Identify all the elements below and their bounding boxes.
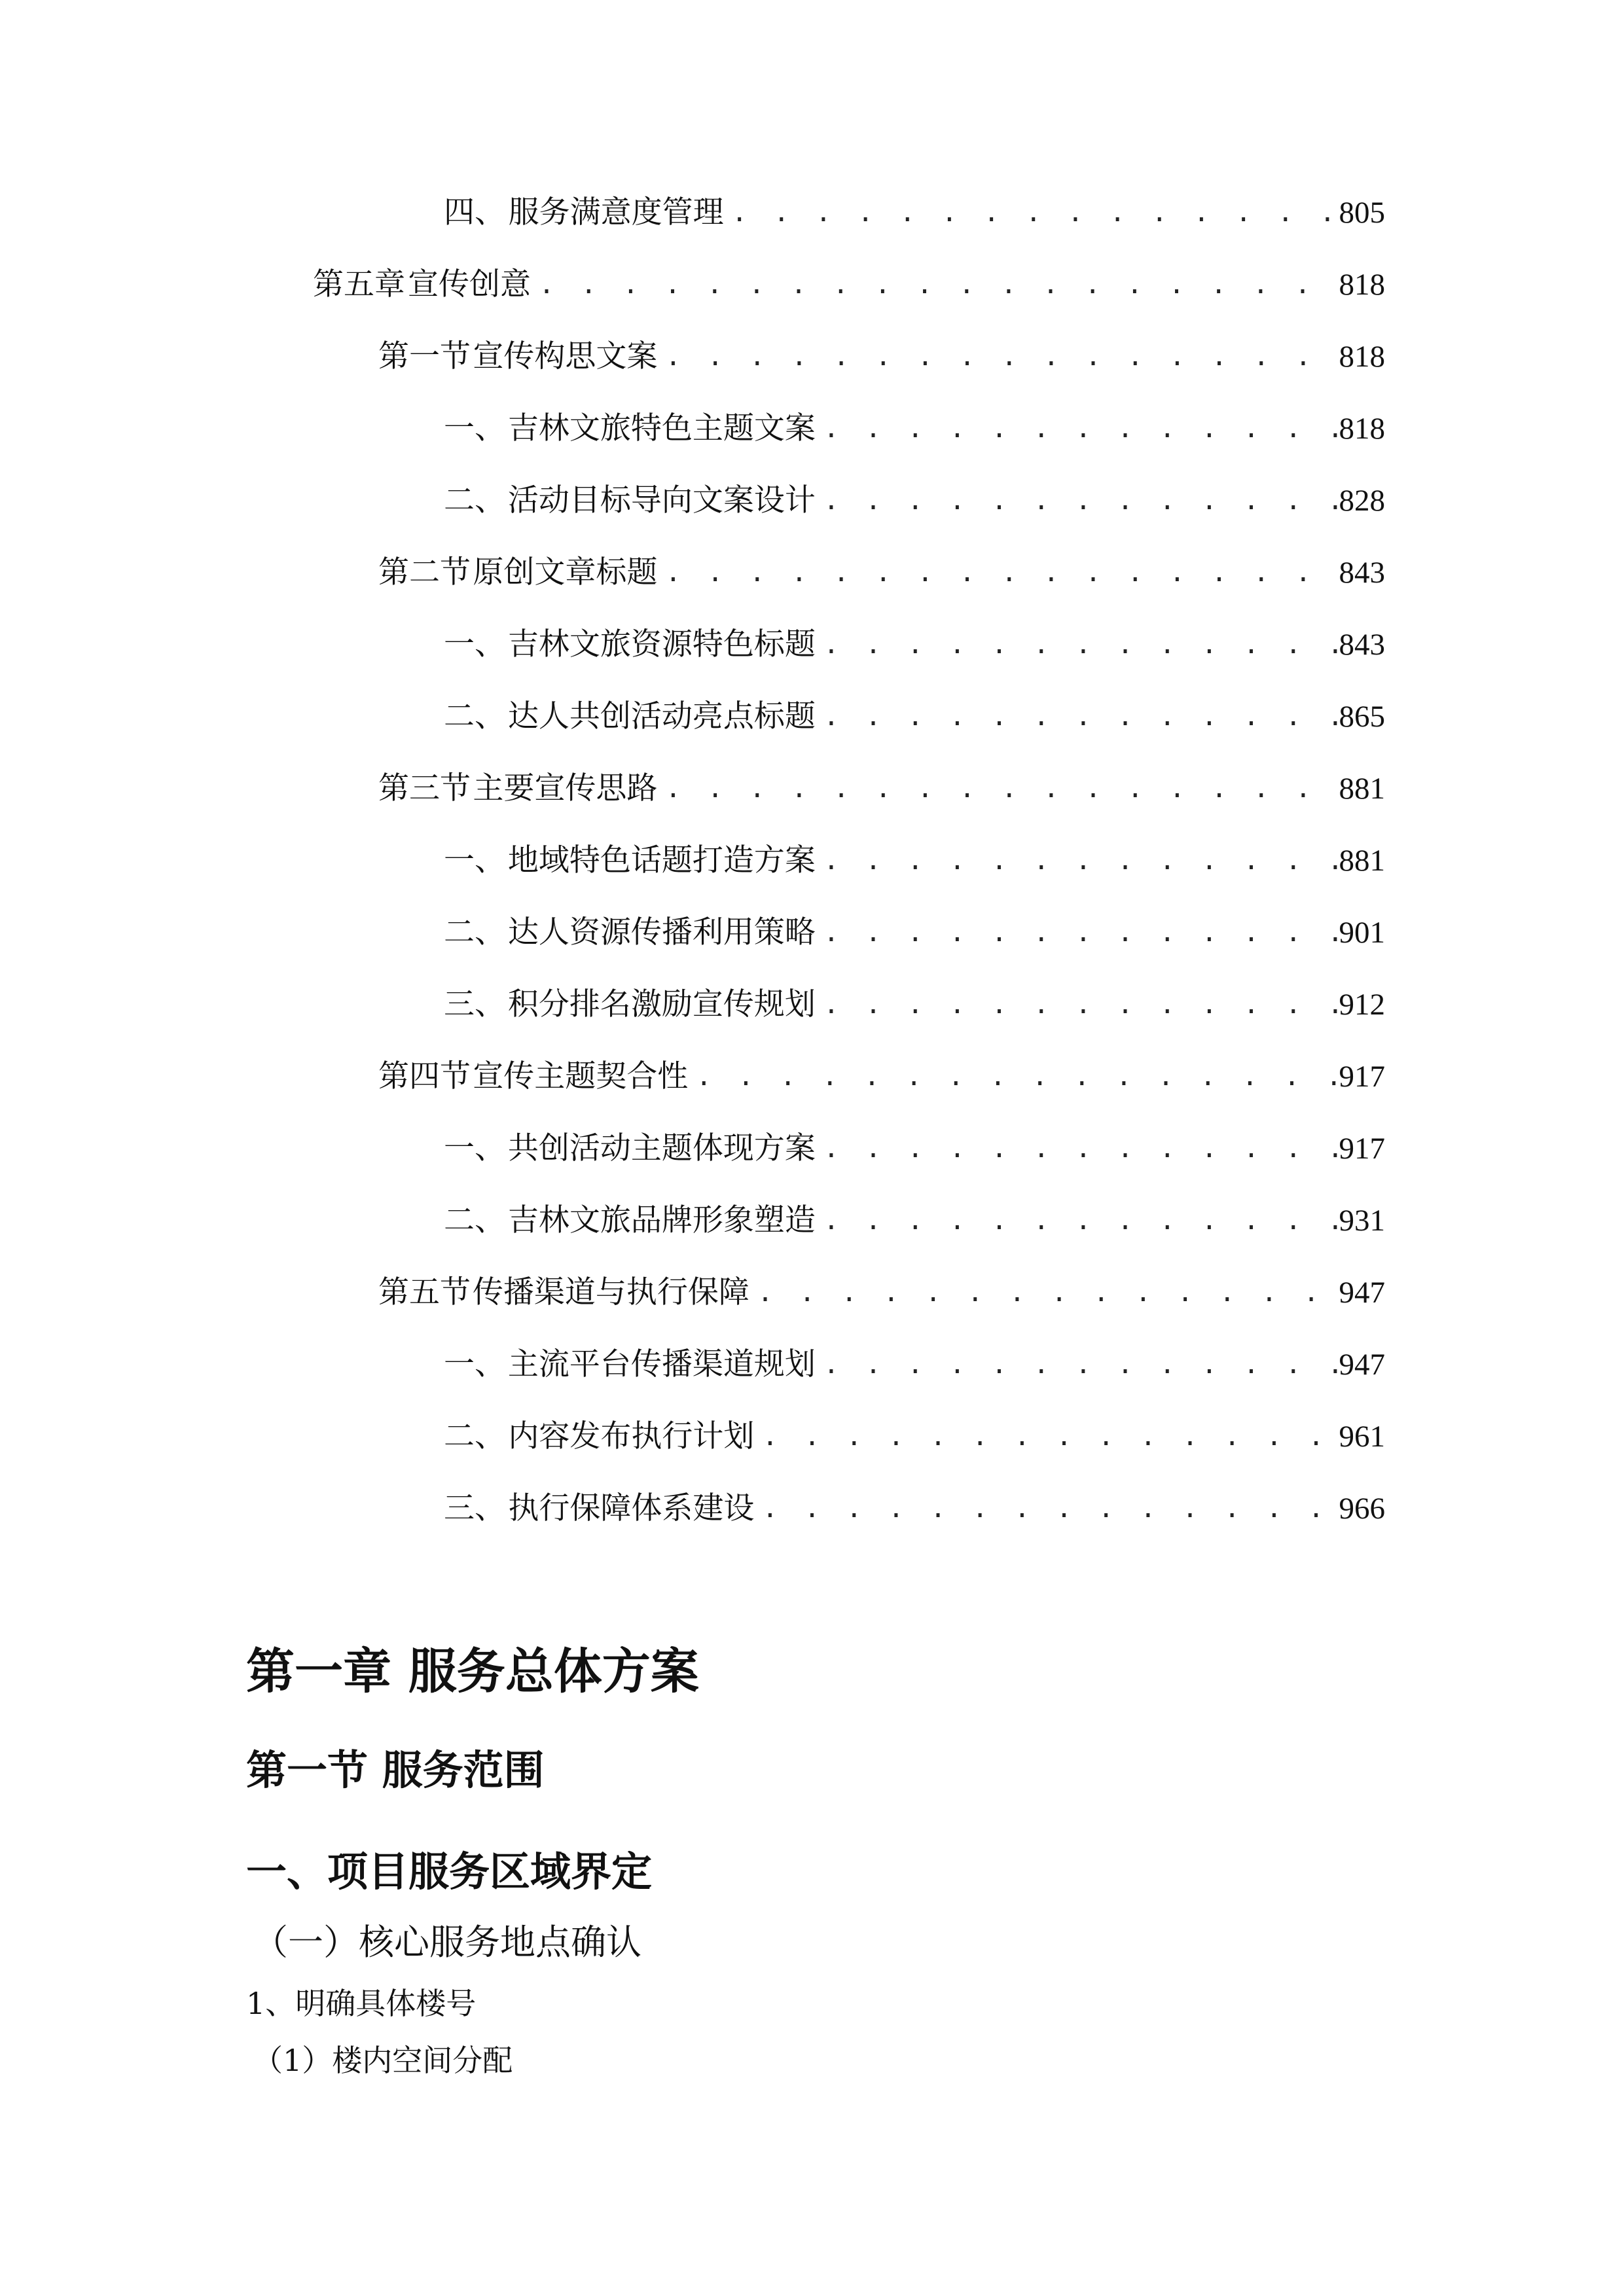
toc-entry-page: 828: [1339, 484, 1385, 518]
toc-entry[interactable]: [444, 622, 1385, 668]
toc-entry-title: 达人共创活动亮点标题: [507, 698, 816, 734]
toc-entry[interactable]: [444, 406, 1385, 452]
toc-entry[interactable]: [444, 694, 1385, 740]
toc-dot-leader: [657, 766, 1339, 812]
toc-entry-page: 881: [1339, 772, 1385, 806]
toc-entry[interactable]: [444, 838, 1385, 884]
toc-entry-number: 第四节: [378, 1058, 471, 1094]
toc-entry-number: 四、: [444, 194, 505, 230]
subsection-heading: 一、项目服务区域界定: [246, 1848, 653, 1895]
toc-entry-title: 吉林文旅资源特色标题: [507, 626, 816, 662]
section-heading: 第一节 服务范围: [246, 1746, 545, 1794]
toc-dot-leader: [816, 982, 1339, 1028]
toc-dot-leader: [749, 1270, 1339, 1316]
toc-entry[interactable]: [378, 550, 1385, 596]
toc-entry[interactable]: [444, 1486, 1385, 1532]
toc-entry[interactable]: [444, 1414, 1385, 1460]
toc-entry-page: 966: [1339, 1492, 1385, 1526]
toc-dot-leader: [816, 1198, 1339, 1244]
toc-entry-title: 内容发布执行计划: [508, 1418, 755, 1454]
toc-entry-page: 917: [1339, 1060, 1385, 1094]
toc-dot-leader: [688, 1054, 1339, 1100]
toc-entry-title: 吉林文旅品牌形象塑造: [507, 1202, 816, 1238]
toc-entry[interactable]: [444, 190, 1385, 236]
toc-entry[interactable]: [444, 982, 1385, 1028]
toc-entry-number: 二、: [444, 698, 505, 734]
toc-entry-page: 912: [1339, 988, 1385, 1022]
toc-dot-leader: [754, 1414, 1339, 1460]
toc-dot-leader: [816, 1342, 1339, 1388]
toc-entry-page: 818: [1339, 340, 1385, 374]
toc-entry-page: 931: [1339, 1204, 1385, 1238]
toc-entry-page: 947: [1339, 1348, 1385, 1382]
parenthesized-heading: （1）楼内空间分配: [253, 2043, 513, 2078]
toc-entry-page: 805: [1339, 196, 1385, 230]
toc-entry-number: 一、: [444, 626, 505, 662]
sub-subsection-heading: （一）核心服务地点确认: [253, 1922, 641, 1963]
toc-entry-title: 服务满意度管理: [508, 194, 724, 230]
toc-entry-page: 843: [1339, 556, 1385, 590]
chapter-heading: 第一章 服务总体方案: [246, 1643, 699, 1700]
toc-entry-title: 积分排名激励宣传规划: [507, 986, 816, 1022]
toc-dot-leader: [816, 478, 1339, 524]
toc-entry[interactable]: [378, 1054, 1385, 1100]
toc-dot-leader: [657, 334, 1339, 380]
toc-dot-leader: [816, 406, 1339, 452]
toc-entry[interactable]: [378, 766, 1385, 812]
toc-entry-title: 地域特色话题打造方案: [507, 842, 816, 878]
toc-entry-number: 二、: [444, 1202, 505, 1238]
toc-entry-number: 三、: [444, 986, 505, 1022]
toc-entry[interactable]: [444, 478, 1385, 524]
toc-dot-leader: [657, 550, 1339, 596]
toc-entry-number: 一、: [444, 1130, 505, 1166]
toc-dot-leader: [531, 262, 1339, 308]
toc-dot-leader: [724, 190, 1339, 236]
toc-entry-number: 第二节: [378, 554, 471, 590]
toc-entry-title: 主流平台传播渠道规划: [507, 1346, 816, 1382]
toc-entry-number: 第三节: [378, 770, 471, 806]
toc-entry[interactable]: [378, 334, 1385, 380]
toc-dot-leader: [816, 838, 1339, 884]
toc-entry-number: 一、: [444, 1346, 505, 1382]
toc-entry[interactable]: [444, 910, 1385, 956]
toc-entry-title: 达人资源传播利用策略: [507, 914, 816, 950]
toc-entry-number: 二、: [444, 1418, 505, 1454]
numbered-heading: 1、明确具体楼号: [246, 1986, 477, 2021]
toc-entry-title: 宣传构思文案: [473, 338, 658, 374]
toc-entry-number: 三、: [444, 1490, 505, 1526]
toc-entry-page: 901: [1339, 916, 1385, 950]
toc-entry[interactable]: [313, 262, 1385, 308]
toc-dot-leader: [816, 1126, 1339, 1172]
toc-entry[interactable]: [378, 1270, 1385, 1316]
toc-entry-page: 818: [1339, 268, 1385, 302]
toc-entry-number: 一、: [444, 842, 505, 878]
toc-entry-title: 宣传创意: [408, 266, 532, 302]
toc-entry-number: 第五章: [313, 266, 405, 302]
toc-entry-title: 执行保障体系建设: [508, 1490, 755, 1526]
toc-entry-number: 一、: [444, 410, 505, 446]
toc-entry[interactable]: [444, 1342, 1385, 1388]
toc-entry-page: 917: [1339, 1132, 1385, 1166]
toc-entry-title: 主要宣传思路: [473, 770, 658, 806]
toc-entry-number: 二、: [444, 482, 505, 518]
toc-entry-page: 865: [1339, 700, 1385, 734]
toc-entry-title: 共创活动主题体现方案: [507, 1130, 816, 1166]
toc-entry[interactable]: [444, 1198, 1385, 1244]
toc-entry-page: 881: [1339, 844, 1385, 878]
toc-entry-title: 宣传主题契合性: [473, 1058, 689, 1094]
toc-entry-page: 843: [1339, 628, 1385, 662]
toc-dot-leader: [816, 622, 1339, 668]
toc-entry[interactable]: [444, 1126, 1385, 1172]
toc-entry-page: 947: [1339, 1276, 1385, 1310]
toc-entry-title: 传播渠道与执行保障: [472, 1274, 749, 1310]
toc-entry-number: 第五节: [378, 1274, 471, 1310]
toc-entry-page: 818: [1339, 412, 1385, 446]
toc-entry-title: 原创文章标题: [473, 554, 658, 590]
toc-entry-page: 961: [1339, 1420, 1385, 1454]
toc-entry-number: 第一节: [378, 338, 471, 374]
toc-entry-title: 活动目标导向文案设计: [507, 482, 816, 518]
toc-entry-number: 二、: [444, 914, 505, 950]
toc-dot-leader: [754, 1486, 1339, 1532]
toc-entry-title: 吉林文旅特色主题文案: [507, 410, 816, 446]
toc-dot-leader: [816, 694, 1339, 740]
toc-dot-leader: [816, 910, 1339, 956]
